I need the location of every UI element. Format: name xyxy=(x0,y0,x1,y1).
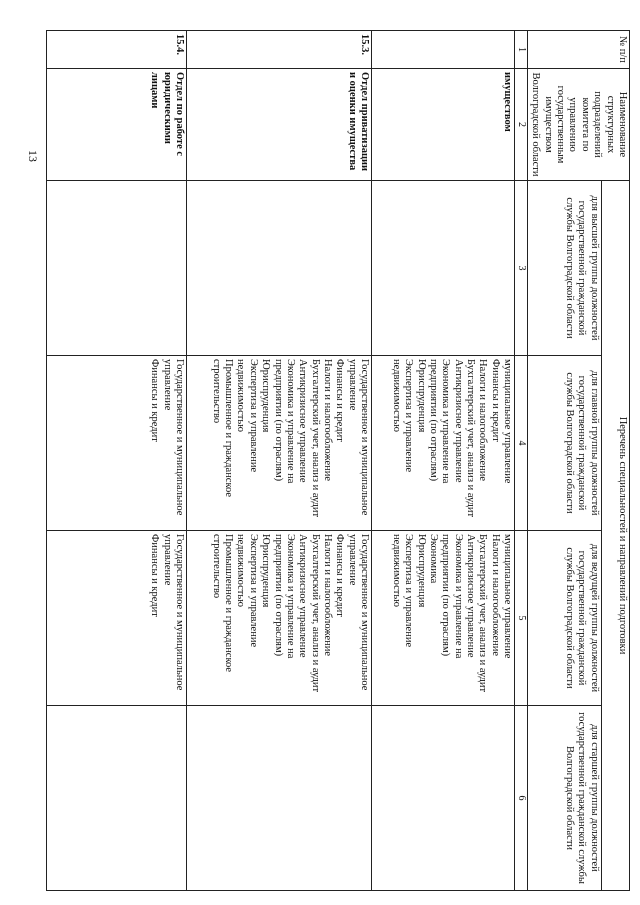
specialty-item: Юриспруденция xyxy=(415,534,427,608)
specialty-item: Налоги и налогообложение xyxy=(477,359,489,482)
specialties-cell-col6 xyxy=(372,706,515,891)
specialty-item: Бухгалтерский учет, анализ и аудит xyxy=(309,359,321,518)
header-main-group: для главной группы должностей государственной гражданской службы Волгоградской области xyxy=(528,356,602,531)
specialty-item: Государственное и муниципальное управление xyxy=(161,359,186,516)
specialty-item: Юриспруденция xyxy=(415,359,427,433)
specialty-item: Финансы и кредит xyxy=(334,534,346,617)
specialties-cell-col3 xyxy=(187,181,372,356)
specialty-item: Промышленное и гражданское строительство xyxy=(210,359,235,498)
specialty-item: Налоги и налогообложение xyxy=(322,534,334,657)
specialty-item: Налоги и налогообложение xyxy=(322,359,334,482)
specialty-item: Бухгалтерский учет, анализ и аудит xyxy=(477,534,489,693)
column-number: 6 xyxy=(515,706,528,891)
header-row-1 xyxy=(601,31,629,891)
specialty-item: Финансы и кредит xyxy=(489,359,501,442)
specialties-cell-col5 xyxy=(187,531,372,706)
specialty-item: Экспертиза и управление недвижимостью xyxy=(390,359,415,473)
specialty-item: Экономика и управление на предприятии (по отраслям) xyxy=(427,359,452,484)
row-unit-name: Отдел по работе с юридическими лицами xyxy=(47,69,187,181)
header-highest-group: для высшей группы должностей государственной гражданской службы Волгоградской области xyxy=(528,181,602,356)
specialty-item: Финансы и кредит xyxy=(149,359,161,442)
header-unit-name: Наименование структурных подразделений комитета по управлению государственным имуществом Волгоградской области xyxy=(528,69,630,181)
row-unit-name: Отдел приватизации и оценки имущества xyxy=(187,69,372,181)
specialty-item: Антикризисное управление xyxy=(297,534,309,658)
specialty-item: Юриспруденция xyxy=(260,359,272,433)
specialty-item: Налоги и налогообложение xyxy=(489,534,501,657)
specialties-cell-col3 xyxy=(47,181,187,356)
specialty-item: Антикризисное управление xyxy=(452,359,464,483)
specialty-item: Бухгалтерский учет, анализ и аудит xyxy=(465,359,477,518)
header-number: № п/п xyxy=(528,31,630,69)
specialties-table xyxy=(46,30,630,891)
specialty-item: Финансы и кредит xyxy=(149,534,161,617)
table-body xyxy=(47,31,515,891)
specialties-cell-col4 xyxy=(372,356,515,531)
specialties-cell-col4 xyxy=(47,356,187,531)
table-row xyxy=(47,31,187,891)
column-number: 3 xyxy=(515,181,528,356)
column-number: 2 xyxy=(515,69,528,181)
specialty-item: Антикризисное управление xyxy=(297,359,309,483)
column-number: 1 xyxy=(515,31,528,69)
page-number: 13 xyxy=(26,150,40,162)
specialties-cell-col4 xyxy=(187,356,372,531)
table-row xyxy=(372,31,515,891)
specialty-item: Юриспруденция xyxy=(260,534,272,608)
specialty-item: Промышленное и гражданское строительство xyxy=(210,534,235,673)
header-group-title: Перечень специальностей и направлений подготовки xyxy=(601,181,629,891)
rotated-table-container xyxy=(149,30,630,890)
column-number-row xyxy=(515,31,528,891)
column-number: 5 xyxy=(515,531,528,706)
specialties-cell-col6 xyxy=(47,706,187,891)
specialties-cell-col6 xyxy=(187,706,372,891)
specialty-item: Экспертиза и управление недвижимостью xyxy=(390,534,415,648)
specialties-cell-col5 xyxy=(47,531,187,706)
specialty-item: Экспертиза и управление недвижимостью xyxy=(235,359,259,473)
specialty-item: Экономика и управление на предприятии (по отраслям) xyxy=(272,534,296,659)
table-row xyxy=(187,31,372,891)
specialties-cell-col5 xyxy=(372,531,515,706)
row-number: 15.4. xyxy=(47,31,187,69)
specialties-cell-col3 xyxy=(372,181,515,356)
column-number: 4 xyxy=(515,356,528,531)
specialty-item: муниципальное управление xyxy=(502,359,514,484)
specialty-item: Экономика и управление на предприятии (по отраслям) xyxy=(440,534,464,659)
specialty-item: Экономика и управление на предприятии (по отраслям) xyxy=(272,359,296,484)
row-number: 15.3. xyxy=(187,31,372,69)
specialty-item: Бухгалтерский учет, анализ и аудит xyxy=(309,534,321,693)
specialty-item: Экспертиза и управление недвижимостью xyxy=(235,534,259,648)
specialty-item: Государственное и муниципальное управление xyxy=(346,534,371,691)
specialty-item: Государственное и муниципальное управление xyxy=(346,359,371,516)
header-leading-group: для ведущей группы должностей государственной гражданской службы Волгоградской области xyxy=(528,531,602,706)
row-unit-name: имуществом xyxy=(372,69,515,181)
specialty-item: Государственное и муниципальное управление xyxy=(161,534,186,691)
row-number xyxy=(372,31,515,69)
specialty-item: Экономика xyxy=(427,534,439,584)
specialty-item: Антикризисное управление xyxy=(465,534,477,658)
header-senior-group: для старшей группы должностей государственной гражданской службы Волгоградской области xyxy=(528,706,602,891)
specialty-item: муниципальное управление xyxy=(502,534,514,659)
specialty-item: Финансы и кредит xyxy=(334,359,346,442)
